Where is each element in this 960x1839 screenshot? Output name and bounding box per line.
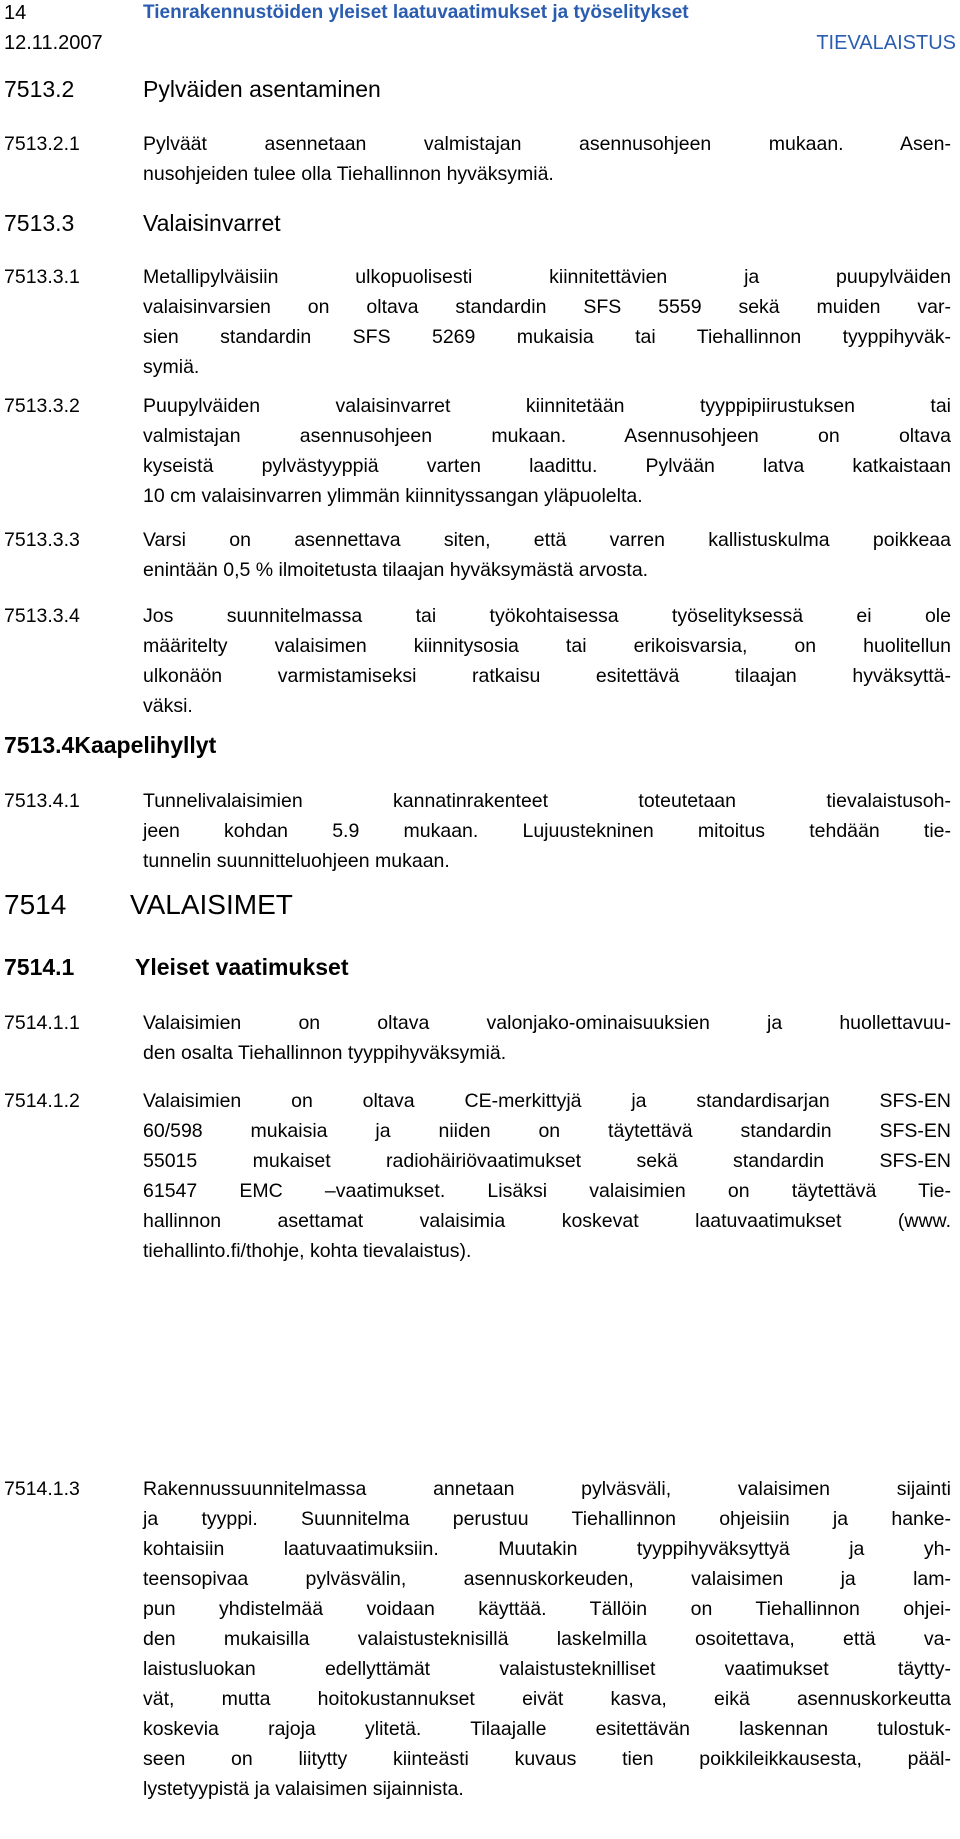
section-number: 7513.3 xyxy=(4,210,75,236)
paragraph-7513-3-2 xyxy=(143,391,951,511)
section-title: Yleiset vaatimukset xyxy=(135,954,349,980)
chapter-number: 7514 xyxy=(4,889,67,920)
text-line: Jos suunnitelmassa tai työkohtaisessa työselityksessä ei ole xyxy=(143,605,951,627)
paragraph-number: 7513.3.4 xyxy=(4,605,80,627)
text-line: määritelty valaisimen kiinnitysosia tai erikoisvarsia, on huolitellun xyxy=(143,635,951,657)
section-title: Valaisinvarret xyxy=(143,210,281,236)
paragraph-7514-1-1 xyxy=(143,1008,951,1068)
document-date: 12.11.2007 xyxy=(4,32,103,54)
text-line: den mukaisilla valaistusteknisillä laskelmilla osoitettava, että va- xyxy=(143,1628,951,1650)
paragraph-7514-1-3 xyxy=(143,1474,951,1804)
text-line: Valaisimien on oltava CE-merkittyjä ja standardisarjan SFS-EN xyxy=(143,1090,951,1112)
text-line: Pylväät asennetaan valmistajan asennusohjeen mukaan. Asen- xyxy=(143,133,951,155)
text-line: väksi. xyxy=(143,695,193,717)
paragraph-number: 7513.2.1 xyxy=(4,133,80,155)
text-line: kyseistä pylvästyyppiä varten laadittu. Pylvään latva katkaistaan xyxy=(143,455,951,477)
document-title: Tienrakennustöiden yleiset laatuvaatimukset ja työselitykset xyxy=(143,2,689,23)
section-heading-7513-4: 7513.4Kaapelihyllyt xyxy=(4,732,217,758)
paragraph-number: 7514.1.3 xyxy=(4,1478,80,1500)
text-line: tiehallinto.fi/thohje, kohta tievalaistus). xyxy=(143,1240,472,1262)
text-line: ja tyyppi. Suunnitelma perustuu Tiehallinnon ohjeisiin ja hanke- xyxy=(143,1508,951,1530)
text-line: enintään 0,5 % ilmoitetusta tilaajan hyväksymästä arvosta. xyxy=(143,559,649,581)
text-line: pun yhdistelmää voidaan käyttää. Tällöin on Tiehallinnon ohjei- xyxy=(143,1598,951,1620)
text-line: Metallipylväisiin ulkopuolisesti kiinnitettävien ja puupylväiden xyxy=(143,266,951,288)
section-heading-7513-2 xyxy=(4,74,904,104)
section-heading-7514-1 xyxy=(4,952,904,982)
text-line: laistusluokan edellyttämät valaistusteknilliset vaatimukset täytty- xyxy=(143,1658,951,1680)
paragraph-number: 7514.1.2 xyxy=(4,1090,80,1112)
text-line: 10 cm valaisinvarren ylimmän kiinnityssangan yläpuolelta. xyxy=(143,485,643,507)
paragraph-7513-3-1 xyxy=(143,262,951,382)
text-line: valaisinvarsien on oltava standardin SFS 5559 sekä muiden var- xyxy=(143,296,951,318)
text-line: symiä. xyxy=(143,356,200,378)
section-title: Pylväiden asentaminen xyxy=(143,76,381,102)
paragraph-number: 7513.3.3 xyxy=(4,529,80,551)
text-line: sien standardin SFS 5269 mukaisia tai Tiehallinnon tyyppihyväk- xyxy=(143,326,951,348)
text-line: nusohjeiden tulee olla Tiehallinnon hyväksymiä. xyxy=(143,163,554,185)
text-line: tunnelin suunnitteluohjeen mukaan. xyxy=(143,850,450,872)
page-number: 14 xyxy=(4,2,27,24)
paragraph-7514-1-2 xyxy=(143,1086,951,1266)
text-line: vät, mutta hoitokustannukset eivät kasva, eikä asennuskorkeutta xyxy=(143,1688,951,1710)
text-line: valmistajan asennusohjeen mukaan. Asennusohjeen on oltava xyxy=(143,425,951,447)
text-line: jeen kohdan 5.9 mukaan. Lujuustekninen mitoitus tehdään tie- xyxy=(143,820,951,842)
text-line: koskevia rajoja ylitetä. Tilaajalle esitettävän laskennan tulostuk- xyxy=(143,1718,951,1740)
text-line: Tunnelivalaisimien kannatinrakenteet toteutetaan tievalaistusoh- xyxy=(143,790,951,812)
paragraph-number: 7513.4.1 xyxy=(4,790,80,812)
paragraph-number: 7513.3.2 xyxy=(4,395,80,417)
paragraph-number: 7513.3.1 xyxy=(4,266,80,288)
text-line: den osalta Tiehallinnon tyyppihyväksymiä. xyxy=(143,1042,507,1064)
text-line: 60/598 mukaisia ja niiden on täytettävä standardin SFS-EN xyxy=(143,1120,951,1142)
section-number: 7513.2 xyxy=(4,76,75,102)
text-line: lystetyypistä ja valaisimen sijainnista. xyxy=(143,1778,464,1800)
text-line: 61547 EMC –vaatimukset. Lisäksi valaisimien on täytettävä Tie- xyxy=(143,1180,951,1202)
section-number: 7514.1 xyxy=(4,954,75,980)
organization-label: TIEVALAISTUS xyxy=(816,32,956,54)
paragraph-7513-4-1 xyxy=(143,786,951,876)
paragraph-number: 7514.1.1 xyxy=(4,1012,80,1034)
text-line: kohtaisiin laatuvaatimuksiin. Muutakin tyyppihyväksyttyä ja yh- xyxy=(143,1538,951,1560)
text-line: Puupylväiden valaisinvarret kiinnitetään tyyppipiirustuksen tai xyxy=(143,395,951,417)
text-line: teensopivaa pylväsvälin, asennuskorkeuden, valaisimen ja lam- xyxy=(143,1568,951,1590)
paragraph-7513-3-3 xyxy=(143,525,951,585)
text-line: Valaisimien on oltava valonjako-ominaisuuksien ja huollettavuu- xyxy=(143,1012,951,1034)
section-heading-7513-3 xyxy=(4,208,904,238)
chapter-title: VALAISIMET xyxy=(130,889,293,920)
text-line: Varsi on asennettava siten, että varren kallistuskulma poikkeaa xyxy=(143,529,951,551)
text-line: ulkonäön varmistamiseksi ratkaisu esitettävä tilaajan hyväksyttä- xyxy=(143,665,951,687)
chapter-heading-7514 xyxy=(4,888,904,924)
text-line: Rakennussuunnitelmassa annetaan pylväsväli, valaisimen sijainti xyxy=(143,1478,951,1500)
text-line: 55015 mukaiset radiohäiriövaatimukset sekä standardin SFS-EN xyxy=(143,1150,951,1172)
paragraph-7513-2-1 xyxy=(143,129,951,189)
paragraph-7513-3-4 xyxy=(143,601,951,721)
text-line: hallinnon asettamat valaisimia koskevat laatuvaatimukset (www. xyxy=(143,1210,951,1232)
text-line: seen on liitytty kiinteästi kuvaus tien poikkileikkausesta, pääl- xyxy=(143,1748,951,1770)
